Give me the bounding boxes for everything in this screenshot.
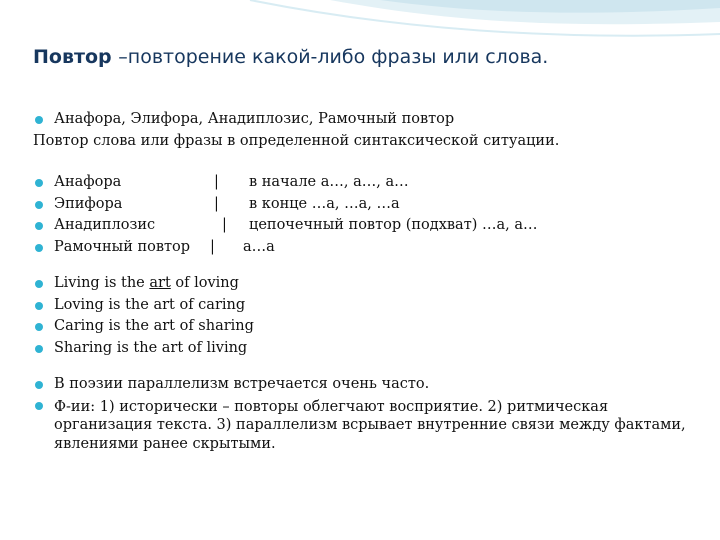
poem-line: Loving is the art of caring [33, 295, 693, 317]
underlined-word: art [149, 275, 171, 291]
figure-description: цепочечный повтор (подхват) …а, а… [249, 217, 538, 233]
figure-term: Анадиплозис [54, 217, 156, 233]
figure-term: Анафора [54, 174, 122, 190]
figure-description: в конце …а, …а, …а [249, 195, 400, 212]
figure-term: Рамочный повтор [54, 238, 191, 255]
poem-line: Caring is the art of sharing [33, 316, 693, 338]
figure-row [33, 237, 693, 259]
intro-bullet: Анафора, Элифора, Анадиплозис, Рамочный повтор [33, 109, 693, 131]
slide-title [33, 46, 548, 68]
figure-row [33, 172, 693, 194]
figure-description: а…а [243, 238, 275, 255]
poem-line-text: Living is the [54, 275, 150, 291]
figure-row [33, 194, 693, 216]
figure-separator: | [210, 238, 215, 255]
figure-term: Эпифора [54, 195, 123, 212]
title-rest: –повторение какой-либо фразы или слова. [118, 46, 549, 68]
figure-separator: | [214, 195, 219, 212]
figure-description: в начале а…, а…, а… [249, 174, 409, 190]
note-bullet: В поэзии параллелизм встречается очень часто. [33, 374, 693, 396]
poem-line [33, 273, 693, 295]
slide-body [33, 109, 693, 455]
intro-line: Повтор слова или фразы в определенной синтаксической ситуации. [33, 132, 560, 149]
figure-separator: | [214, 174, 219, 190]
poem-line: Sharing is the art of living [33, 338, 693, 360]
note-bullet: Ф-ии: 1) исторически – повторы облегчают восприятие. 2) ритмическая организация текста. 3) параллелизм всрывает внутренние связи между фактами, явлениями ранее скрытыми. [33, 396, 693, 456]
poem-line-text: of loving [170, 275, 239, 291]
figure-row [33, 215, 693, 237]
figure-separator: | [222, 217, 227, 233]
title-bold: Повтор [33, 46, 112, 68]
